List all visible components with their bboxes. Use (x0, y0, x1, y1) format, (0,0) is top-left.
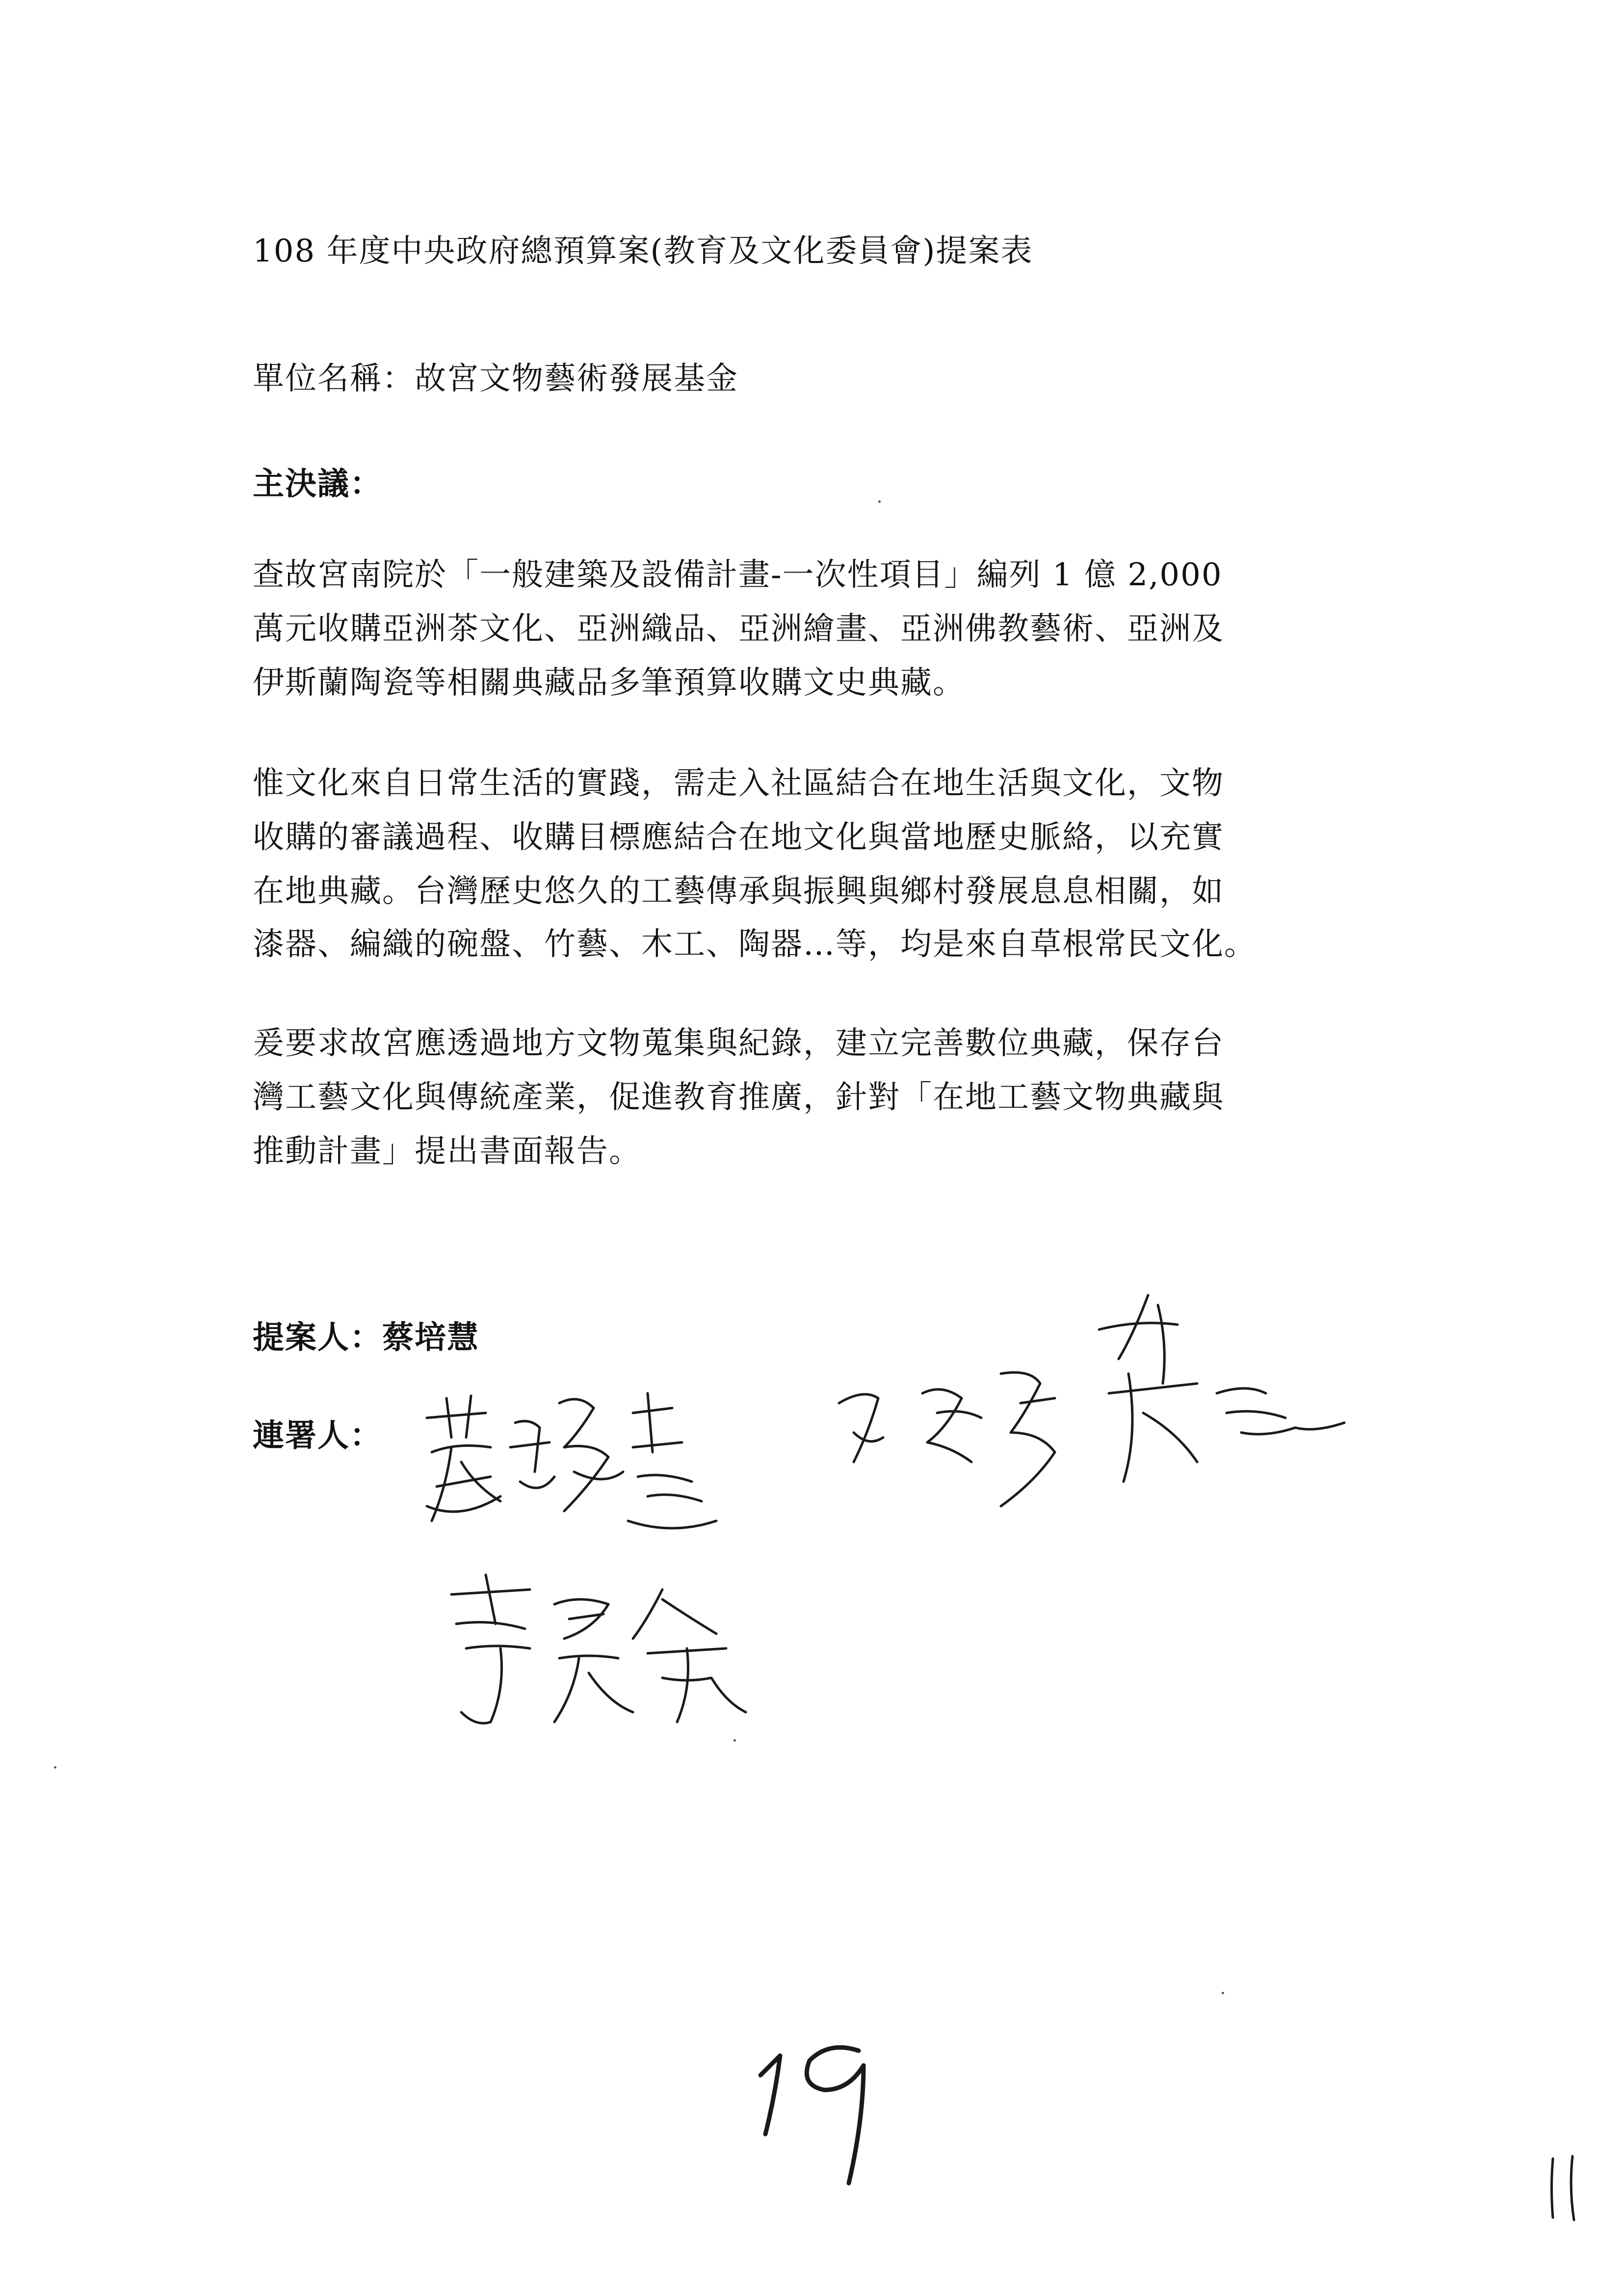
paragraph-line: 萬元收購亞洲茶文化、亞洲織品、亞洲繪畫、亞洲佛教藝術、亞洲及 (253, 611, 1224, 647)
cosigner-label: 連署人： (253, 1418, 382, 1454)
scan-speck (878, 500, 881, 503)
scan-speck (1222, 1992, 1224, 1994)
paragraph-line: 漆器、編織的碗盤、竹藝、木工、陶器…等，均是來自草根常民文化。 (253, 926, 1257, 963)
proposer-label: 提案人：蔡培慧 (253, 1320, 479, 1356)
paragraph-line: 在地典藏。台灣歷史悠久的工藝傳承與振興與鄉村發展息息相關，如 (253, 873, 1224, 910)
signature-3 (432, 1565, 756, 1742)
corner-mark-handwritten (1541, 2149, 1590, 2227)
paragraph-line: 伊斯蘭陶瓷等相關典藏品多筆預算收購文史典藏。 (253, 665, 965, 701)
page-number-handwritten (751, 2021, 898, 2198)
paragraph-line: 爰要求故宮應透過地方文物蒐集與紀錄，建立完善數位典藏，保存台 (253, 1025, 1224, 1062)
scan-speck (733, 1739, 736, 1742)
scan-speck (54, 1766, 56, 1769)
paragraph-line: 推動計畫」提出書面報告。 (253, 1133, 641, 1170)
signature-1 (417, 1374, 721, 1550)
paragraph-line: 惟文化來自日常生活的實踐，需走入社區結合在地生活與文化，文物 (253, 765, 1224, 802)
paragraph-line: 灣工藝文化與傳統產業，促進教育推廣，針對「在地工藝文物典藏與 (253, 1079, 1224, 1116)
signature-2 (824, 1285, 1364, 1521)
unit-name: 單位名稱：故宮文物藝術發展基金 (253, 361, 738, 397)
document-title: 108 年度中央政府總預算案(教育及文化委員會)提案表 (253, 233, 1033, 269)
main-resolution-label: 主決議： (253, 466, 382, 502)
paragraph-line: 收購的審議過程、收購目標應結合在地文化與當地歷史脈絡，以充實 (253, 819, 1224, 856)
paragraph-line: 查故宮南院於「一般建築及設備計畫-一次性項目」編列 1 億 2,000 (253, 557, 1223, 593)
